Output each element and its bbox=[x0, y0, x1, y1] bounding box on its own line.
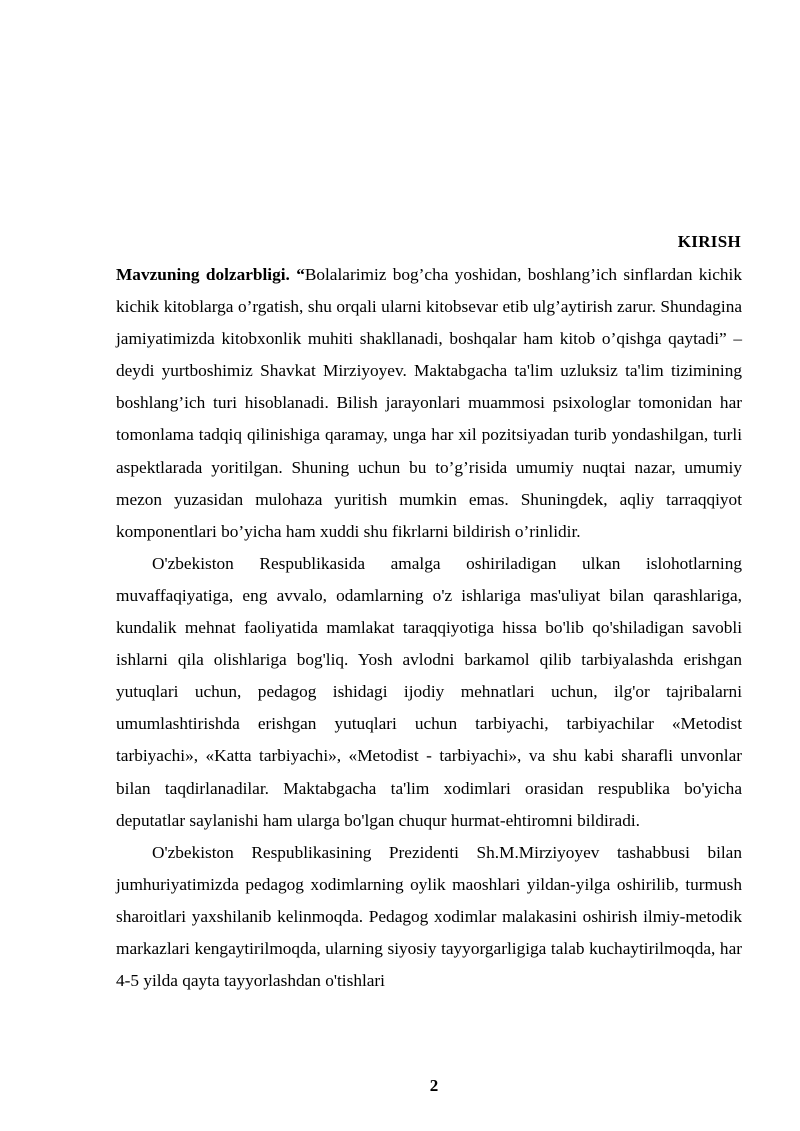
paragraph-2: O'zbekiston Respublikasida amalga oshiriladigan ulkan islohotlarning muvaffaqiyatiga, eng avvalo, odamlarning o'z ishlariga mas'uliyat bilan qarashlariga, kundalik mehnat faoliyatida mamlakat taraqqiyotiga hissa bo'lib qo'shiladigan savobli ishlarni qila olishlariga bog'liq. Yosh avlodni barkamol qilib tarbiyalashda erishgan yutuqlari uchun, pedagog ishidagi ijodiy mehnatlari uchun, ilg'or tajribalarni umumlashtirishda erishgan yutuqlari uchun tarbiyachi, tarbiyachilar «Metodist tarbiyachi», «Katta tarbiyachi», «Metodist - tarbiyachi», va shu kabi sharafli unvonlar bilan taqdirlanadilar. Maktabgacha ta'lim xodimlari orasidan respublika bo'yicha deputatlar saylanishi ham ularga bo'lgan chuqur hurmat-ehtiromni bildiradi. bbox=[116, 553, 742, 830]
paragraph-1 bbox=[116, 259, 742, 548]
paragraph-text: Bolalarimiz bog’cha yoshidan, boshlang’ich sinflardan kichik kichik kitoblarga o’rgatish, shu orqali ularni kitobsevar etib ulg’aytirish zarur. Shundagina jamiyatimizda kitobxonlik muhiti shakllanadi, boshqalar ham kitob o’qishga qaytadi” – deydi yurtboshimiz Shavkat Mirziyoyev. Maktabgacha ta'lim uzluksiz ta'lim tizimining boshlang’ich turi hisoblanadi. Bilish jarayonlari muammosi psixologlar tomonidan har tomonlama tadqiq qilinishiga qaramay, unga har xil pozitsiyadan turib yondashilgan, turli aspektlarada yoritilgan. Shuning uchun bu to’g’risida umumiy nuqtai nazar, umumiy mezon yuzasidan mulohaza yuritish mumkin emas. Shuningdek, aqliy tarraqqiyot komponentlari bo’yicha ham xuddi shu fikrlarni bildirish o’rinlidir. bbox=[116, 265, 742, 541]
paragraph-3: O'zbekiston Respublikasining Prezidenti Sh.M.Mirziyoyev tashabbusi bilan jumhuriyatimizda pedagog xodimlarning oylik maoshlari yildan-yilga oshirilib, turmush sharoitlari yaxshilanib kelinmoqda. Pedagog xodimlar malakasini oshirish ilmiy-metodik markazlari kengaytirilmoqda, ularning siyosiy tayyorgarligiga talab kuchaytirilmoqda, har 4-5 yilda qayta tayyorlashdan o'tishlari bbox=[116, 842, 742, 991]
section-heading: KIRISH bbox=[677, 232, 741, 251]
paragraph-lead: Mavzuning dolzarbligi. “ bbox=[116, 265, 305, 284]
page-number: 2 bbox=[429, 1076, 439, 1095]
body-text bbox=[116, 259, 742, 997]
